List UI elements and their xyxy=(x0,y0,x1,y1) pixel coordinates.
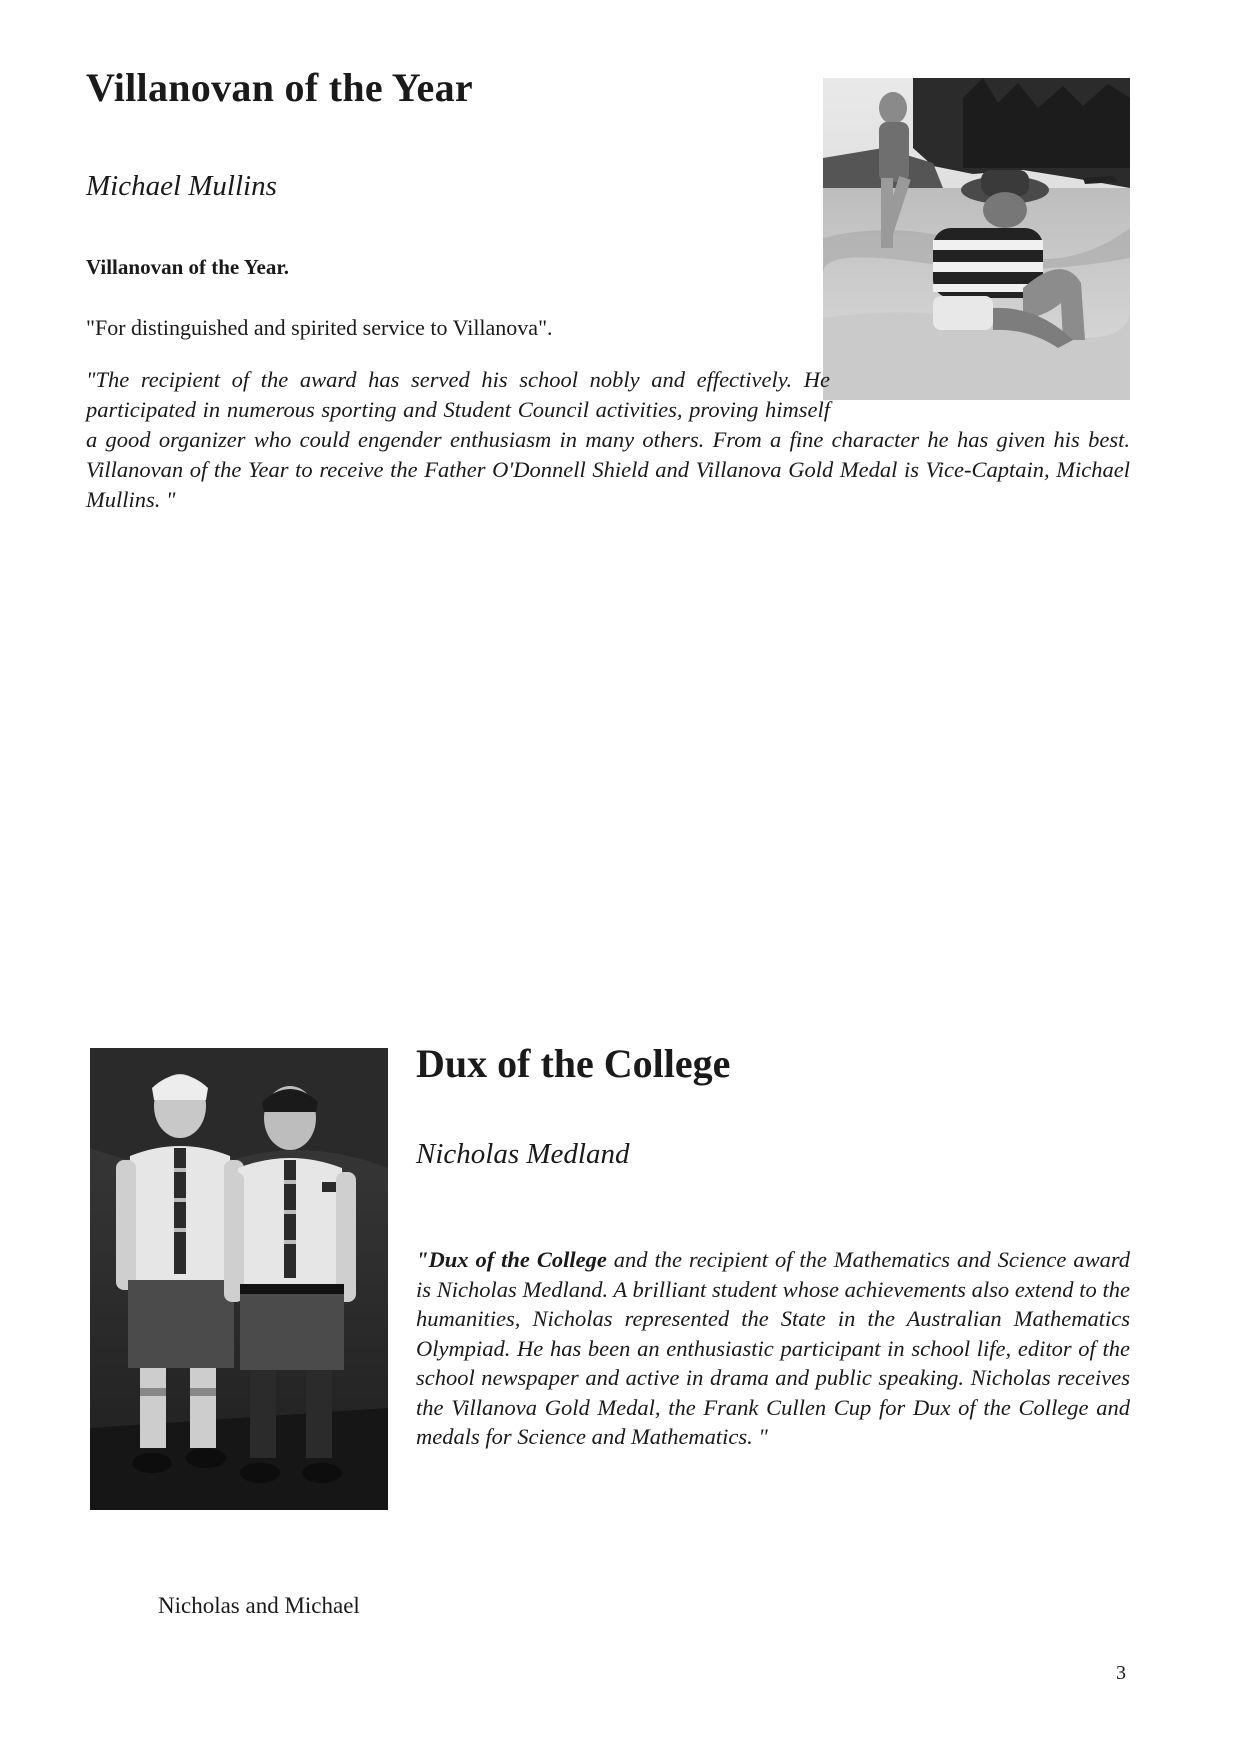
villanovan-citation xyxy=(86,365,1130,525)
dux-quote xyxy=(416,1245,1130,1452)
villanovan-name: Michael Mullins xyxy=(86,170,277,202)
villanovan-motto: "For distinguished and spirited service to Villanova". xyxy=(86,315,553,340)
two-students-photo xyxy=(90,1048,388,1510)
dux-quote-lead: "Dux of the College xyxy=(416,1247,607,1272)
villanovan-award: Villanovan of the Year. xyxy=(86,255,290,279)
dux-title: Dux of the College xyxy=(416,1041,731,1086)
boy-on-beach-photo xyxy=(823,78,1130,400)
dux-name: Nicholas Medland xyxy=(416,1138,630,1170)
photo-caption: Nicholas and Michael xyxy=(158,1593,360,1618)
villanovan-title: Villanovan of the Year xyxy=(86,65,473,110)
page-number: 3 xyxy=(1116,1662,1126,1684)
dux-quote-rest: and the recipient of the Mathematics and Science award is Nicholas Medland. A brilliant student whose achievements also extend to the humanities, Nicholas represented the State in the Australian Mathematics Olympiad. He has been an enthusiastic participant in school life, editor of the school newspaper and active in drama and public speaking. Nicholas receives the Villanova Gold Medal, the Frank Cullen Cup for Dux of the College and medals for Science and Mathematics. " xyxy=(416,1247,1130,1449)
villanovan-quote: "The recipient of the award has served his school nobly and effectively. He participated in numerous sporting and Student Council activities, proving himself a good organizer who could engender enthusiasm in many others. From a fine character he has given his best. Villanovan of the Year to receive the Father O'Donnell Shield and Villanova Gold Medal is Vice-Captain, Michael Mullins. " xyxy=(86,367,1130,512)
